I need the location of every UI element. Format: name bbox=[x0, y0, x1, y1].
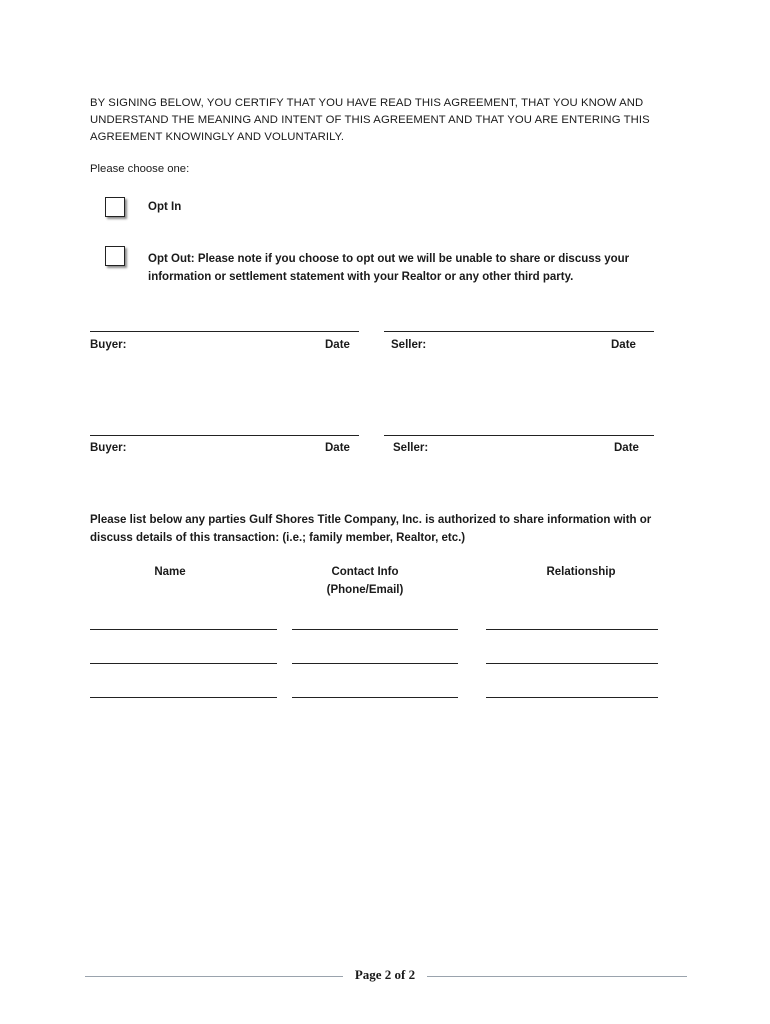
buyer-date-label-2: Date bbox=[325, 442, 350, 454]
opt-in-label: Opt In bbox=[148, 201, 182, 213]
party-1-contact-line[interactable] bbox=[292, 629, 458, 630]
column-header-contact-line1: Contact Info bbox=[331, 566, 399, 578]
footer-rule-left bbox=[85, 976, 343, 977]
seller-label-2: Seller: bbox=[393, 442, 429, 454]
buyer-signature-line-2[interactable] bbox=[90, 435, 359, 436]
opt-out-label: Opt Out: Please note if you choose to opt out we will be unable to share or discuss your information or settlement statement with your Realtor or any other third party. bbox=[148, 253, 630, 283]
opt-in-checkbox[interactable] bbox=[105, 197, 125, 217]
seller-signature-line-2[interactable] bbox=[384, 435, 654, 436]
party-2-name-line[interactable] bbox=[90, 663, 277, 664]
buyer-signature-line-1[interactable] bbox=[90, 331, 359, 332]
column-header-relationship: Relationship bbox=[546, 566, 616, 578]
column-header-contact bbox=[300, 563, 430, 599]
seller-signature-line-1[interactable] bbox=[384, 331, 654, 332]
party-3-name-line[interactable] bbox=[90, 697, 277, 698]
seller-label-1: Seller: bbox=[391, 339, 427, 351]
buyer-label-1: Buyer: bbox=[90, 339, 127, 351]
page-number: Page 2 of 2 bbox=[354, 967, 416, 982]
seller-date-label-1: Date bbox=[611, 339, 636, 351]
column-header-name: Name bbox=[154, 566, 186, 578]
certification-text: BY SIGNING BELOW, YOU CERTIFY THAT YOU HAVE READ THIS AGREEMENT, THAT YOU KNOW AND UNDERSTAND THE MEANING AND INTENT OF THIS AGREEMENT AND THAT YOU ARE ENTERING THIS AGREEMENT KNOWINGLY AND VOLUNTARILY. bbox=[90, 97, 650, 143]
party-3-relationship-line[interactable] bbox=[486, 697, 658, 698]
footer-rule-right bbox=[427, 976, 687, 977]
party-2-relationship-line[interactable] bbox=[486, 663, 658, 664]
seller-date-label-2: Date bbox=[614, 442, 639, 454]
buyer-date-label-1: Date bbox=[325, 339, 350, 351]
party-1-name-line[interactable] bbox=[90, 629, 277, 630]
opt-out-checkbox[interactable] bbox=[105, 246, 125, 266]
buyer-label-2: Buyer: bbox=[90, 442, 127, 454]
party-2-contact-line[interactable] bbox=[292, 663, 458, 664]
party-1-relationship-line[interactable] bbox=[486, 629, 658, 630]
authorized-parties-intro: Please list below any parties Gulf Shores Title Company, Inc. is authorized to share information with or discuss details of this transaction: (i.e.; family member, Realtor, etc.) bbox=[90, 514, 652, 544]
party-3-contact-line[interactable] bbox=[292, 697, 458, 698]
column-header-contact-line2: (Phone/Email) bbox=[326, 584, 404, 596]
choose-prompt: Please choose one: bbox=[90, 163, 190, 175]
